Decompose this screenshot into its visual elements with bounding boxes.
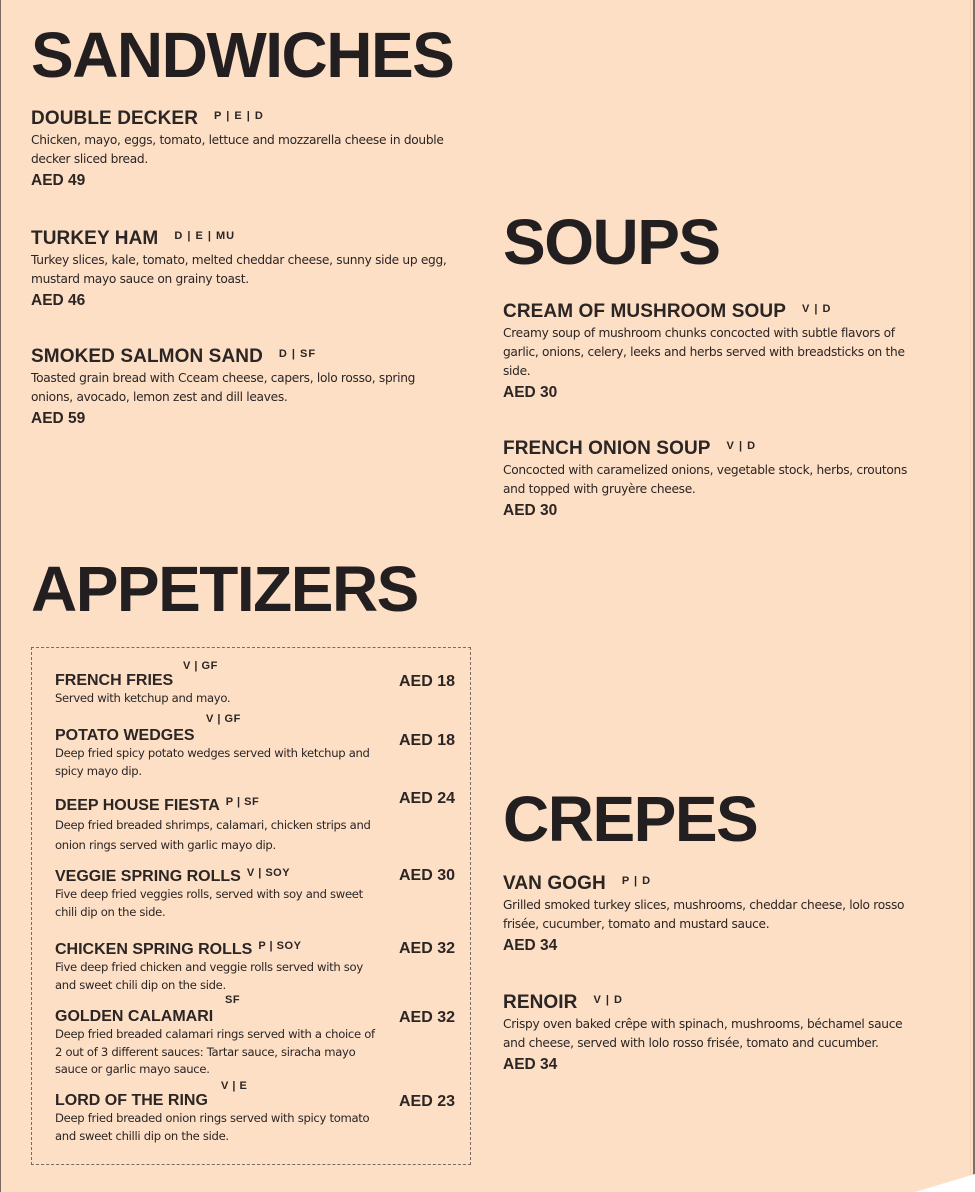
menu-item-french-fries	[55, 660, 455, 710]
menu-item-renoir	[503, 992, 923, 1074]
item-name: SMOKED SALMON SAND	[31, 346, 263, 367]
item-name: TURKEY HAM	[31, 228, 159, 249]
menu-item-double-decker	[31, 108, 451, 190]
item-tags: D | SF	[278, 348, 317, 360]
item-name: LORD OF THE RING	[55, 1092, 208, 1109]
item-price: AED 30	[503, 384, 558, 401]
menu-item-french-onion-soup	[503, 438, 923, 520]
item-tags: V | GF	[183, 660, 218, 672]
appetizers-title: APPETIZERS	[31, 553, 418, 625]
item-tags: P | SOY	[258, 940, 302, 952]
item-tags: V | GF	[206, 713, 241, 725]
item-description: Chicken, mayo, eggs, tomato, lettuce and mozzarella cheese in double decker sliced bread.	[31, 133, 444, 166]
item-price: AED 24	[398, 790, 455, 807]
item-description: Deep fried breaded shrimps, calamari, chicken strips and onion rings served with garlic mayo dip.	[55, 818, 371, 852]
item-description: Five deep fried veggies rolls, served with soy and sweet chili dip on the side.	[55, 887, 363, 919]
item-price: AED 32	[398, 940, 455, 957]
item-price: AED 34	[503, 1056, 558, 1073]
item-price: AED 59	[31, 410, 86, 427]
item-tags: P | E | D	[214, 110, 264, 122]
item-description: Creamy soup of mushroom chunks concocted with subtle flavors of garlic, onions, celery, leeks and herbs served with breadsticks on the side.	[503, 326, 905, 378]
item-name: FRENCH FRIES	[55, 672, 174, 689]
menu-item-chicken-spring-rolls	[55, 940, 455, 1000]
item-name: DEEP HOUSE FIESTA	[55, 797, 220, 814]
menu-item-lord-of-the-ring	[55, 1080, 455, 1145]
menu-item-van-gogh	[503, 873, 923, 955]
item-tags: P | D	[621, 875, 652, 887]
menu-item-golden-calamari	[55, 994, 455, 1079]
item-description: Served with ketchup and mayo.	[55, 691, 231, 705]
item-name: RENOIR	[503, 992, 578, 1013]
sandwiches-title: SANDWICHES	[31, 19, 454, 91]
item-tags: P | SF	[225, 796, 260, 808]
item-price: AED 30	[398, 867, 455, 884]
item-tags: V | D	[801, 303, 832, 315]
item-name: VEGGIE SPRING ROLLS	[55, 868, 241, 885]
menu-item-cream-of-mushroom-soup	[503, 301, 923, 402]
crepes-title: CREPES	[503, 783, 758, 855]
item-description: Deep fried breaded onion rings served with spicy tomato and sweet chilli dip on the side.	[55, 1111, 370, 1143]
item-tags: V | E	[221, 1080, 248, 1092]
item-name: DOUBLE DECKER	[31, 108, 199, 129]
item-description: Toasted grain bread with Cceam cheese, capers, lolo rosso, spring onions, avocado, lemon zest and dill leaves.	[31, 371, 416, 404]
page-edge-right-inner	[970, 0, 971, 1192]
menu-item-deep-house-fiesta	[55, 790, 455, 856]
item-description: Deep fried spicy potato wedges served with ketchup and spicy mayo dip.	[55, 746, 370, 778]
item-tags: D | E | MU	[174, 230, 236, 242]
item-price: AED 30	[503, 502, 558, 519]
item-tags: V | D	[593, 994, 623, 1006]
item-description: Five deep fried chicken and veggie rolls served with soy and sweet chili dip on the side.	[55, 960, 363, 992]
item-name: FRENCH ONION SOUP	[503, 438, 711, 459]
item-description: Deep fried breaded calamari rings served with a choice of 2 out of 3 different sauces: Tartar sauce, siracha mayo sauce or garlic mayo sauce.	[55, 1027, 375, 1076]
appetizers-box	[31, 647, 471, 1165]
item-tags: V | SOY	[246, 867, 291, 879]
item-description: Concocted with caramelized onions, vegetable stock, herbs, croutons and topped with gruyère cheese.	[503, 463, 907, 496]
item-name: CREAM OF MUSHROOM SOUP	[503, 301, 786, 322]
menu-item-smoked-salmon-sand	[31, 346, 431, 428]
page-edge-left	[0, 0, 1, 1192]
menu-item-veggie-spring-rolls	[55, 867, 455, 927]
item-name: VAN GOGH	[503, 873, 606, 894]
item-price: AED 18	[398, 732, 455, 749]
item-tags: SF	[225, 994, 241, 1006]
item-price: AED 46	[31, 292, 86, 309]
menu-item-turkey-ham	[31, 228, 451, 310]
item-name: GOLDEN CALAMARI	[55, 1008, 214, 1025]
item-description: Crispy oven baked crêpe with spinach, mushrooms, béchamel sauce and cheese, served with lolo rosso frisée, tomato and cucumber.	[503, 1017, 903, 1050]
item-price: AED 49	[31, 172, 86, 189]
item-price: AED 34	[503, 937, 558, 954]
item-price: AED 18	[398, 673, 455, 690]
soups-title: SOUPS	[503, 206, 720, 278]
page-corner	[915, 1174, 975, 1192]
menu-item-potato-wedges	[55, 713, 455, 783]
item-description: Grilled smoked turkey slices, mushrooms, cheddar cheese, lolo rosso frisée, cucumber, tomato and mustard sauce.	[503, 898, 905, 931]
item-price: AED 23	[398, 1093, 455, 1110]
item-name: POTATO WEDGES	[55, 727, 195, 744]
item-price: AED 32	[398, 1009, 455, 1026]
item-tags: V | D	[726, 440, 757, 452]
item-name: CHICKEN SPRING ROLLS	[55, 941, 253, 958]
item-description: Turkey slices, kale, tomato, melted cheddar cheese, sunny side up egg, mustard mayo sauce on grainy toast.	[31, 253, 447, 286]
